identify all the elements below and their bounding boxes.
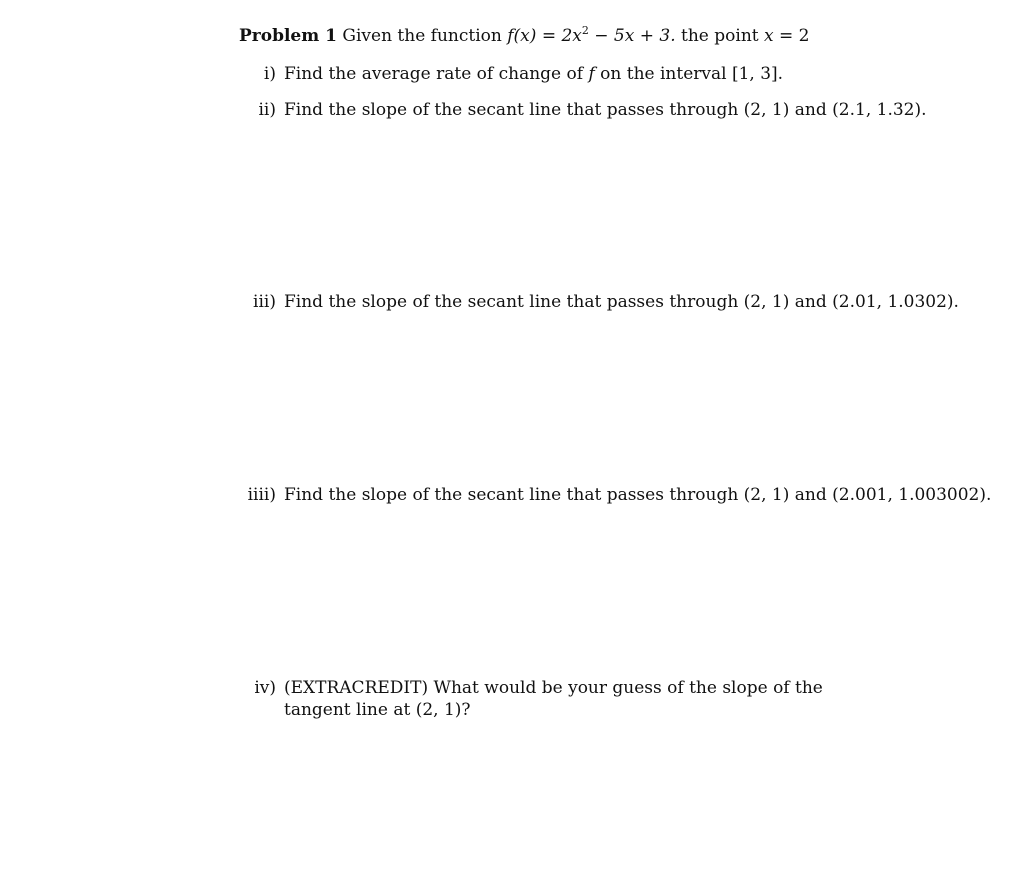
question-text: Find the slope of the secant line that passes through (2, 1) and (2.01, 1.0302). (284, 292, 959, 312)
function-name: f(x) (507, 26, 537, 46)
expression-part-a: 2x (561, 26, 582, 46)
question-iv (254, 677, 884, 721)
problem-label: Problem 1 (239, 26, 337, 46)
problem-heading (239, 26, 809, 46)
question-iii (253, 292, 959, 312)
question-iiii (247, 485, 992, 505)
exponent: 2 (581, 24, 589, 37)
question-number: iiii) (247, 485, 276, 505)
expression-part-b: − 5x + 3. (594, 26, 676, 46)
point-text: the point (681, 26, 759, 46)
question-i (263, 64, 784, 84)
equals-sign: = (541, 26, 557, 46)
question-number: iv) (254, 678, 276, 698)
question-number: ii) (258, 100, 276, 120)
question-text-a: Find the average rate of change of (284, 64, 589, 84)
question-text-b: on the interval [1, 3]. (594, 64, 784, 84)
question-text (284, 64, 783, 84)
question-ii (258, 100, 927, 120)
problem-intro: Given the function (342, 26, 502, 46)
question-number: i) (263, 64, 276, 84)
point-variable: x (764, 26, 774, 46)
question-variable: f (588, 64, 595, 84)
question-text: Find the slope of the secant line that passes through (2, 1) and (2.1, 1.32). (284, 100, 927, 120)
question-text: Find the slope of the secant line that passes through (2, 1) and (2.001, 1.003002). (284, 485, 992, 505)
point-value: = 2 (779, 26, 810, 46)
question-text: (EXTRACREDIT) What would be your guess of the slope of the tangent line at (2, 1)? (284, 678, 823, 720)
question-number: iii) (253, 292, 276, 312)
